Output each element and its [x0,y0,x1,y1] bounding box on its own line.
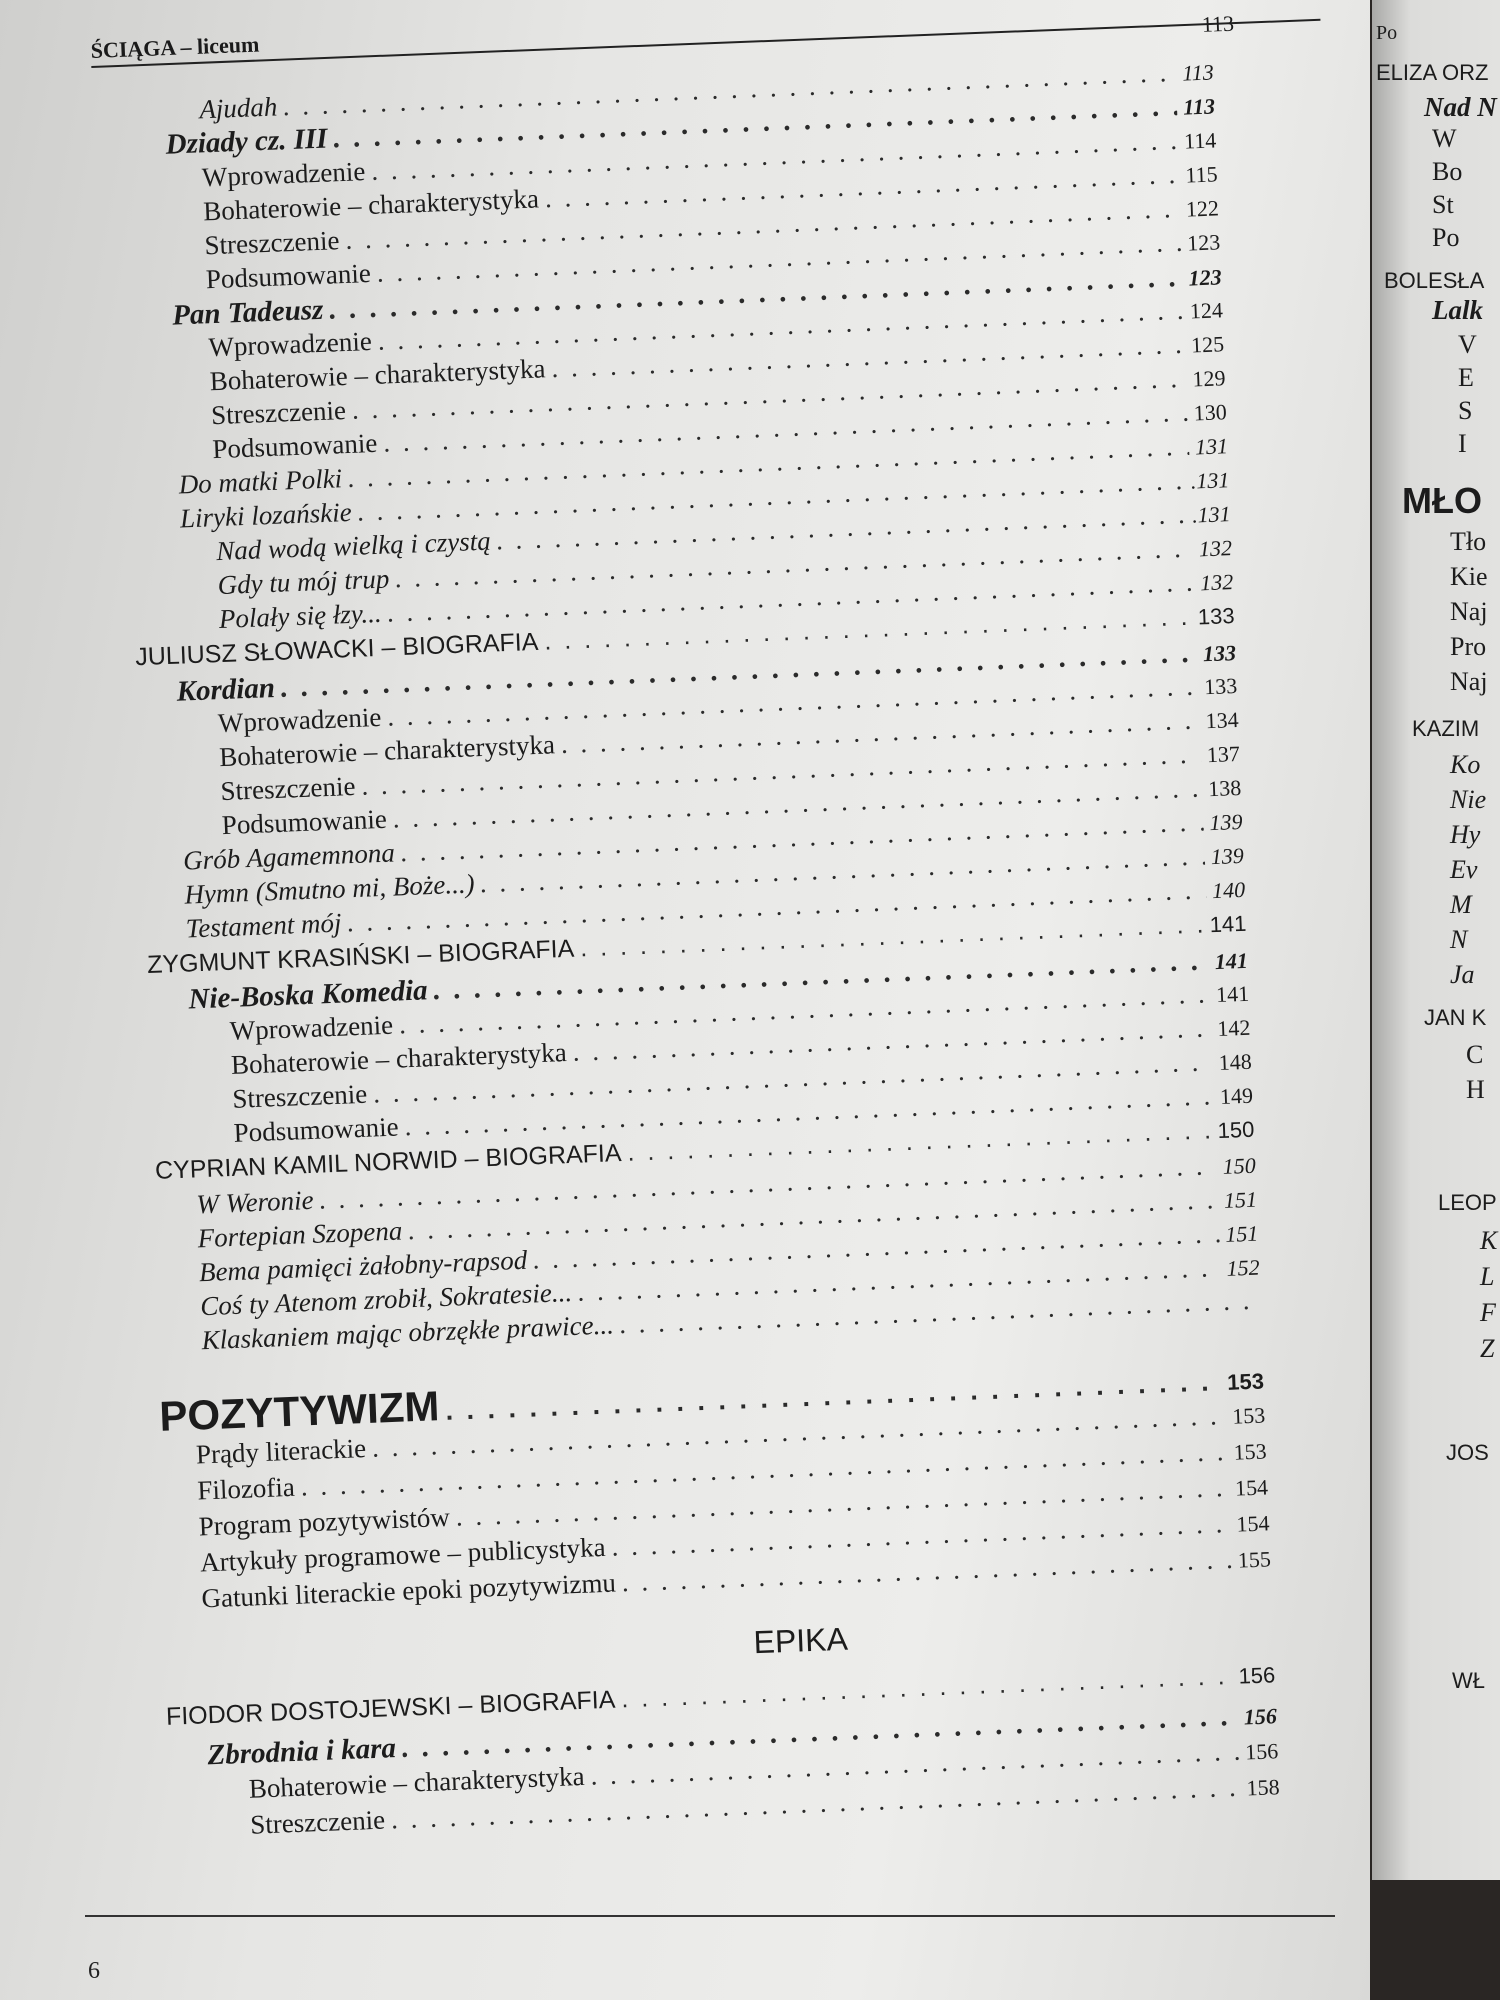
right-page-fragment: Pro [1450,632,1487,661]
toc-title: FIODOR DOSTOJEWSKI – BIOGRAFIA [165,1685,616,1731]
toc-page: 158 [1246,1774,1281,1801]
right-page-fragment: Hy [1450,820,1481,849]
subsection-heading: EPIKA [752,1620,849,1661]
right-page-fragment: Kie [1450,562,1488,591]
right-page [1372,0,1500,1880]
toc-title: Program pozytywistów [198,1501,451,1542]
right-page-fragment: Z [1480,1334,1495,1363]
toc-title: Zbrodnia i kara [206,1732,397,1772]
toc-page: 140 [1211,876,1246,904]
right-page-fragment: H [1466,1075,1485,1104]
toc-page: 132 [1198,535,1233,562]
right-page-fragment: N [1450,925,1468,954]
toc-title: JULIUSZ SŁOWACKI – BIOGRAFIA [134,627,539,672]
toc-title: Testament mój [185,907,343,944]
toc-page: 130 [1193,399,1228,426]
toc-page: 134 [1205,706,1240,734]
toc-title: Prądy literackie [195,1433,367,1470]
toc-page: 113 [1181,59,1215,86]
toc-page: 123 [1188,264,1223,291]
bottom-rule [85,1915,1335,1917]
toc-title: Hymn (Smutno mi, Boże...) [183,868,476,910]
running-title: ŚCIĄGA – liceum [90,31,260,63]
toc-title: Ajudah [198,91,278,125]
toc-page: .131 [1190,467,1230,494]
toc-page: 123 [1186,229,1221,256]
toc-title: ZYGMUNT KRASIŃSKI – BIOGRAFIA [146,934,575,980]
right-page-fragment: Naj [1450,667,1488,696]
toc-page: 149 [1219,1082,1254,1109]
right-page-fragment: Lalk [1432,295,1483,325]
toc-title: Streszczenie [219,770,356,807]
toc-title: Bohaterowie – charakterystyka [202,183,540,227]
toc-title: Pan Tadeusz [171,293,324,332]
toc-page: 156 [1238,1662,1276,1689]
toc-title: Dziady cz. III [165,122,329,161]
right-page-fragment: Ja [1450,960,1475,989]
toc-title: Streszczenie [249,1804,386,1840]
right-page-fragment: C [1466,1040,1484,1069]
toc-page: 154 [1235,1510,1270,1537]
toc-row [1201,11,1234,38]
toc-title: Bohaterowie – charakterystyka [230,1037,568,1080]
toc-page: 113 [1182,93,1216,120]
right-page-fragment: Bo [1432,157,1463,186]
toc-page: 155 [1237,1546,1272,1573]
right-page-fragment: I [1458,429,1467,458]
toc-page: 113 [1201,10,1235,37]
toc-page: 150 [1217,1116,1255,1144]
toc-title: Bohaterowie – charakterystyka [248,1760,586,1804]
toc-page: 151 [1224,1220,1259,1247]
right-page-fragment: Ev [1450,855,1478,884]
right-page-fragment: JOS [1446,1440,1489,1465]
right-page-fragment: S [1458,396,1473,425]
toc-page: 137 [1206,740,1241,768]
toc-title: Artykuły programowe – publicystyka [199,1531,607,1578]
toc-page: 114 [1183,127,1217,154]
toc-page: 141 [1214,947,1249,975]
toc-page: 133 [1197,603,1236,630]
toc-page: 132 [1199,569,1234,596]
toc-title: Bohaterowie – charakterystyka [209,353,546,397]
toc-title: Wprowadzenie [201,156,366,193]
toc-title: Wprowadzenie [217,701,382,739]
toc-title: Wprowadzenie [229,1009,394,1046]
toc-page: 142 [1216,1014,1251,1042]
toc-title: Gdy tu mój trup [217,563,390,601]
right-page-fragment: W [1432,124,1457,153]
toc-page: 131 [1194,433,1229,460]
toc-page: 153 [1233,1438,1268,1465]
toc-page: 133 [1203,673,1238,700]
right-page-fragment: F [1480,1298,1496,1327]
toc-title: Podsumowanie [221,803,388,841]
toc-page: 156 [1243,1703,1278,1730]
toc-page: .131 [1191,501,1232,528]
toc-page: 153 [1231,1402,1266,1429]
right-page-fragment: LEOP [1438,1190,1497,1215]
toc-title: Wprowadzenie [207,325,373,363]
toc-page: 122 [1185,195,1220,222]
toc-title: Streszczenie [210,395,347,431]
toc-page: 141 [1215,980,1250,1008]
toc-title: Podsumowanie [211,427,378,465]
toc-title: Podsumowanie [205,257,372,295]
toc-page: 150 [1222,1152,1257,1179]
right-page-fragment: KAZIM [1412,716,1480,741]
toc-title: Grób Agamemnona [182,837,396,876]
toc-title: Polały się łzy... [218,597,383,635]
toc-page: 154 [1234,1474,1269,1501]
right-page-fragment: Nad N [1424,92,1497,122]
right-page-fragment: ELIZA ORZ [1376,60,1489,85]
toc-page: 133 [1202,640,1237,667]
toc-title: Liryki lozańskie [179,496,353,534]
right-page-fragment: V [1458,330,1477,359]
toc-title: Nie-Boska Komedia [187,974,429,1016]
toc-page: 138 [1207,774,1242,802]
toc-title: Podsumowanie [233,1111,400,1148]
toc-title: Kordian [176,671,276,708]
toc-title: Bema pamięci żałobny-rapsod [198,1244,528,1288]
right-page-fragment: Nie [1450,785,1487,814]
toc-title: Klaskaniem mając obrzękłe prawice... [201,1309,615,1356]
toc-page: 151 [1223,1186,1258,1213]
page-number: 6 [88,1958,100,1984]
toc-page: 152 [1226,1254,1261,1281]
right-page-fragment: JAN K [1424,1005,1487,1030]
toc-title: Do matki Polki [178,463,343,500]
toc-page: 156 [1244,1738,1279,1765]
right-page-fragment: BOLESŁA [1384,268,1485,293]
right-page-fragment: St [1432,190,1454,219]
right-page-fragment: L [1480,1262,1495,1291]
toc-title: Filozofia [196,1471,296,1506]
toc-title: Coś ty Atenom zrobił, Sokratesie... [199,1277,573,1322]
right-page-fragment: WŁ [1452,1668,1485,1693]
toc-page: 141 [1209,910,1247,938]
right-page-fragment: K [1480,1226,1498,1255]
toc-title: W Weronie [195,1184,315,1220]
toc-title: Fortepian Szopena [197,1215,403,1254]
right-page-fragment: Po [1376,22,1398,44]
toc-page: 125 [1190,331,1225,358]
toc-page: 115 [1184,161,1219,188]
toc-title: CYPRIAN KAMIL NORWID – BIOGRAFIA [154,1139,623,1185]
toc-page: 129 [1191,365,1226,392]
toc-title: Gatunki literackie epoki pozytywizmu [200,1567,617,1614]
toc-page: 153 [1226,1368,1265,1395]
right-page-fragment: Po [1432,223,1460,252]
right-page-fragment: M [1450,890,1472,919]
toc-page: 139 [1208,808,1243,836]
toc-page: 139 [1210,842,1245,870]
toc-title: Nad wodą wielką i czystą [215,525,492,567]
right-page-fragment: Ko [1450,750,1481,779]
toc-page: 124 [1189,297,1224,324]
toc-page: 148 [1218,1048,1253,1075]
right-page-heading: MŁO [1402,480,1482,521]
toc-title: Bohaterowie – charakterystyka [218,729,556,773]
right-page-fragment: Tło [1450,527,1487,556]
right-page-fragment: Naj [1450,597,1488,626]
toc-section-title: POZYTYWIZM [158,1382,441,1440]
toc-title: Streszczenie [231,1078,368,1114]
right-page-fragment: E [1458,363,1474,392]
toc-title: Streszczenie [203,225,340,261]
